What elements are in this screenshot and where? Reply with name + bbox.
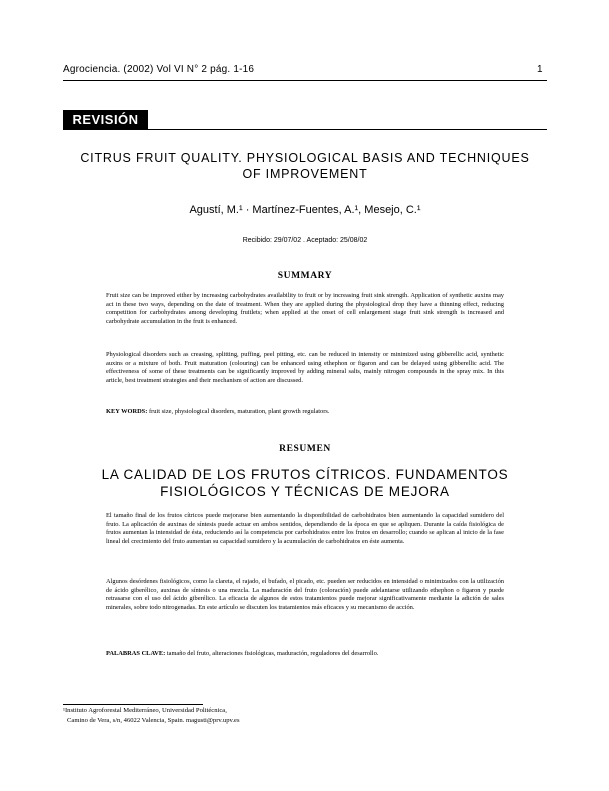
resumen-paragraph-2: Algunos desórdenes fisiológicos, como la clareta, el rajado, el bufado, el picado, etc. pueden ser reducidos en intensidad o minimizados con la utilización de ácido giberélico, auxinas de síntesis o una mezcla. La maduración del fruto (coloración) puede adelantarse utilizando ethephon o figaron y puede retrasarse con el uso del ácido giberélico. La eficacia de algunos de estos tratamientos puede mejorar significativamente mediante la adición de sales minerales, sobre todo nitrogenadas. En este artículo se discuten los tratamientos más eficaces y su mecanismo de acción.: [106, 578, 504, 611]
spanish-title-line-1: LA CALIDAD DE LOS FRUTOS CÍTRICOS. FUNDAMENTOS: [101, 467, 509, 482]
section-label: REVISIÓN: [63, 110, 148, 130]
journal-citation: Agrociencia. (2002) Vol VI N° 2 pág. 1-16: [63, 64, 255, 75]
spanish-title-line-2: FISIOLÓGICOS Y TÉCNICAS DE MEJORA: [160, 484, 450, 499]
article-title-line-1: CITRUS FRUIT QUALITY. PHYSIOLOGICAL BASIS AND TECHNIQUES: [80, 151, 530, 165]
summary-paragraph-1: Fruit size can be improved either by increasing carbohydrates availability to fruit or by increasing fruit sink strength. Application of synthetic auxins may act in these two ways, depending on the date of treatment. When they are applied during the physiological drop they have a thinning effect, reducing competition for carbohydrates among developing fruitlets; when applied at the onset of cell enlargement stage fruit sink strength is increased and carbohydrate accumulation in the fruit is enhanced.: [106, 292, 504, 325]
keywords-text: fruit size, physiological disorders, maturation, plant growth regulators.: [147, 408, 330, 415]
section-divider: [148, 129, 547, 130]
summary-paragraph-2: Physiological disorders such as creasing, splitting, puffing, peel pitting, etc. can be reduced in intensity or minimized using gibberellic acid, synthetic auxins or a mixture of both. Fruit maturation (colouring) can be enhanced using ethephon or figaron and can be delayed using gibberellic acid. The effectiveness of some of these treatments can be significantly improved by adding mineral salts, mainly nitrogen compounds in the spray mix. In this article, best treatment strategies and their mechanism of action are discussed.: [106, 351, 504, 384]
footnote-line-1: ¹Instituto Agroforestal Mediterráneo, Universidad Politécnica,: [63, 707, 227, 714]
author-list: Agustí, M.¹ · Martínez-Fuentes, A.¹, Mesejo, C.¹: [189, 204, 421, 216]
affiliation-footnote: [63, 706, 363, 725]
article-title: [63, 150, 547, 182]
footnote-line-2: Camino de Vera, s/n, 46022 Valencia, Spain. magusti@prv.upv.es: [67, 716, 240, 724]
palabras-clave-text: tamaño del fruto, alteraciones fisiológicas, maduración, reguladores del desarrollo.: [165, 650, 379, 657]
resumen-keywords: [106, 650, 504, 659]
received-accepted-dates: Recibido: 29/07/02 . Aceptado: 25/08/02: [242, 237, 368, 244]
spanish-title: [63, 466, 547, 500]
palabras-clave-label: PALABRAS CLAVE:: [106, 650, 166, 657]
summary-heading: SUMMARY: [277, 271, 333, 281]
summary-keywords: [106, 408, 504, 417]
resumen-heading: RESUMEN: [279, 444, 331, 454]
header-divider: [63, 80, 547, 81]
resumen-paragraph-1: El tamaño final de los frutos cítricos puede mejorarse bien aumentando la disponibilidad de carbohidratos bien aumentando la capacidad sumidero del fruto. La aplicación de auxinas de síntesis puede actuar en ambos sentidos, dependiendo de la época en que se apliquen. Durante la caída fisiológica de frutos aumentan la intensidad de ésta, reduciendo así la competencia por carbohidratos entre los frutos en desarrollo; cuando se aplican al inicio de la fase lineal del crecimiento del fruto aumentan su capacidad sumidero y la acumulación de carbohidratos en éste aumenta.: [106, 512, 504, 545]
footnote-divider: [63, 704, 203, 705]
article-title-line-2: OF IMPROVEMENT: [242, 167, 368, 181]
keywords-label: KEY WORDS:: [106, 408, 148, 415]
page-number: 1: [537, 64, 543, 75]
